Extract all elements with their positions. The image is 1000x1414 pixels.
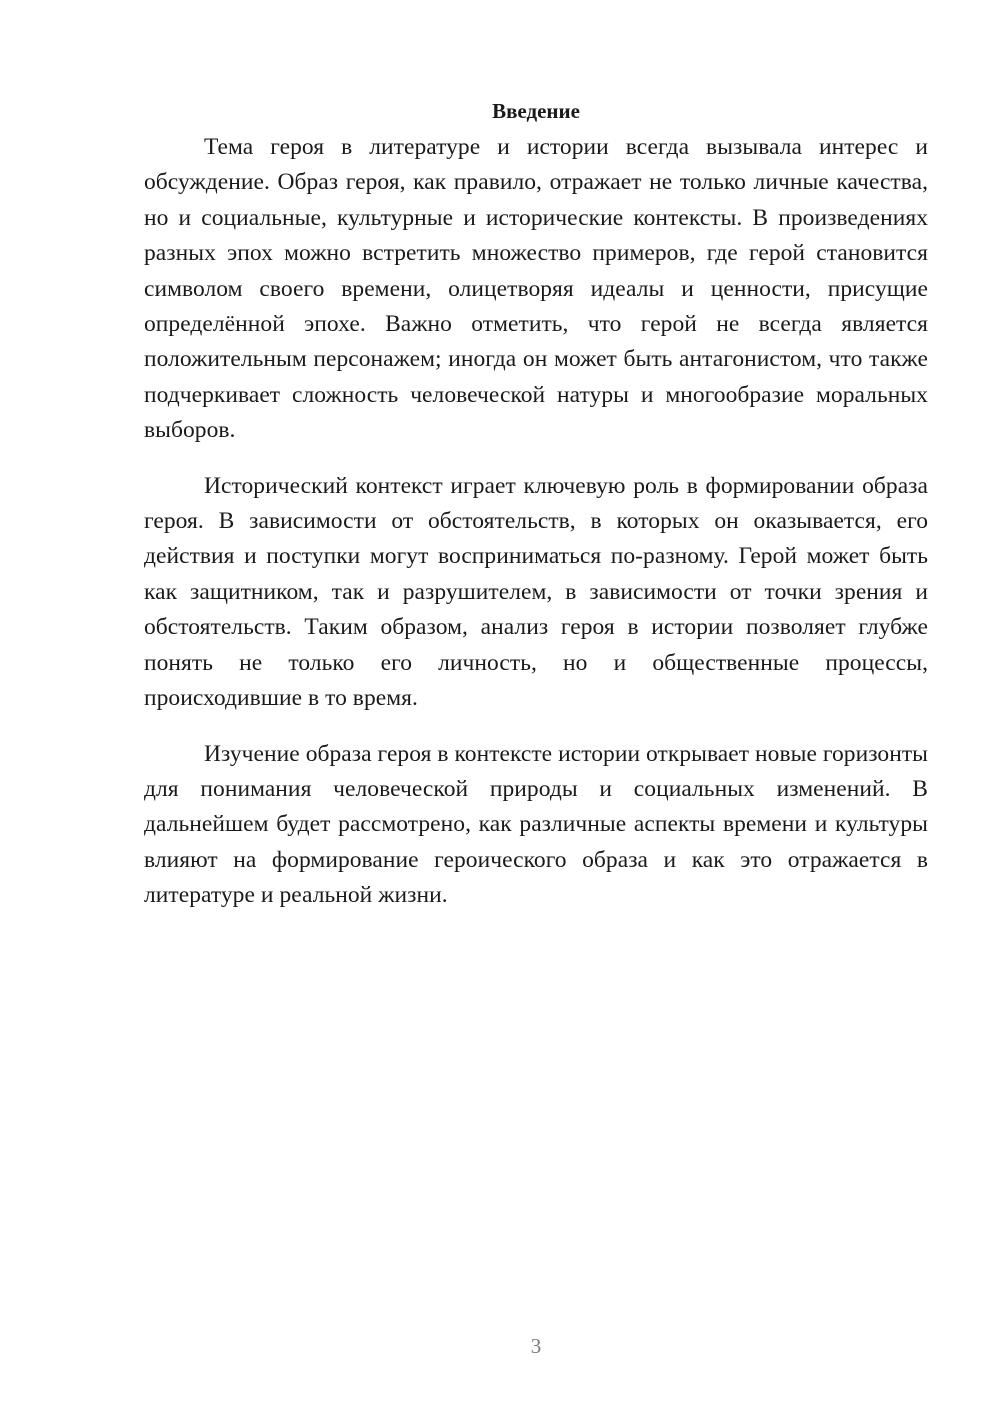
paragraph-2: Исторический контекст играет ключевую роль в формировании образа героя. В зависимости от обстоятельств, в которых он оказывается, его действия и поступки могут восприниматься по-разному. Герой может быть как защитником, так и разрушителем, в зависимости от точки зрения и обстоятельств. Таким образом, анализ героя в истории позволяет глубже понять не только его личность, но и общественные процессы, происходившие в то время. (144, 472, 928, 712)
section-heading: Введение (492, 99, 580, 123)
paragraph-1: Тема героя в литературе и истории всегда вызывала интерес и обсуждение. Образ героя, как правило, отражает не только личные качества, но и социальные, культурные и исторические контексты. В произведениях разных эпох можно встретить множество примеров, где герой становится символом своего времени, олицетворяя идеалы и ценности, присущие определённой эпохе. Важно отметить, что герой не всегда является положительным персонажем; иногда он может быть антагонистом, что также подчеркивает сложность человеческой натуры и многообразие моральных выборов. (144, 134, 928, 444)
paragraph-3: Изучение образа героя в контексте истории открывает новые горизонты для понимания человеческой природы и социальных изменений. В дальнейшем будет рассмотрено, как различные аспекты времени и культуры влияют на формирование героического образа и как это отражается в литературе и реальной жизни. (144, 740, 928, 909)
page-content (144, 96, 928, 934)
page-number: 3 (530, 1334, 542, 1358)
